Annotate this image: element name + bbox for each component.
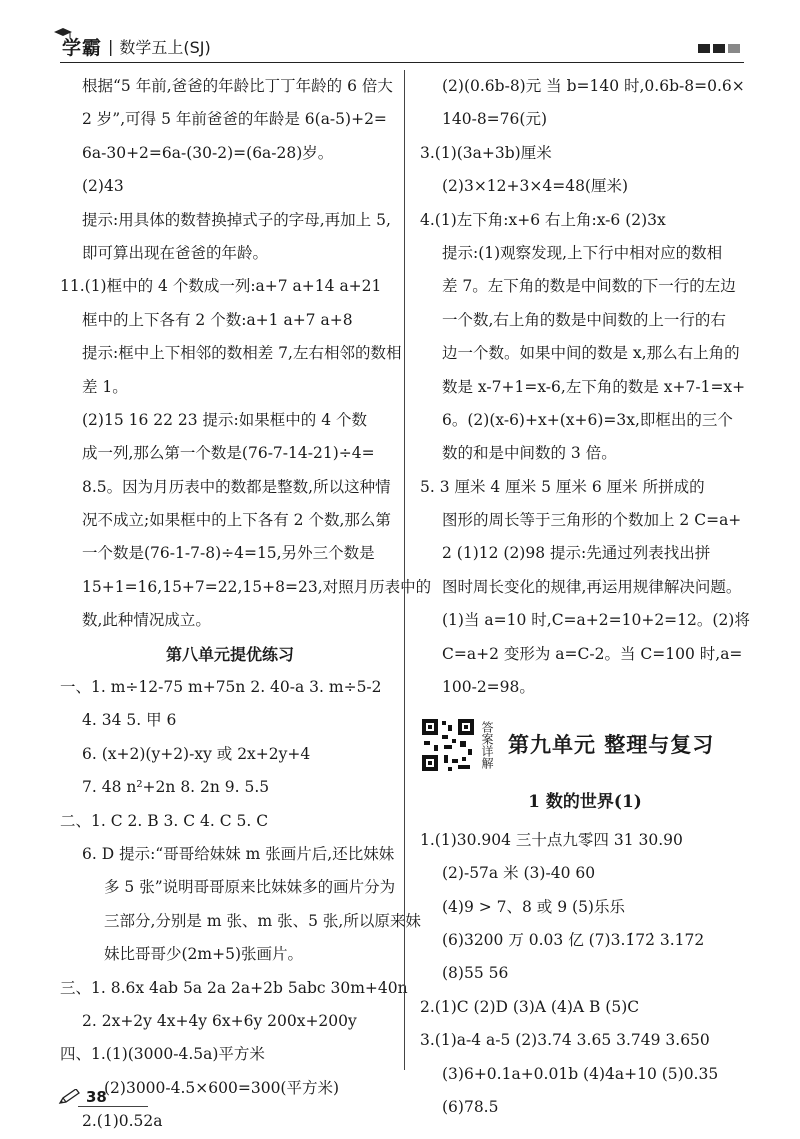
- answer-line: 一个数是(76-1-7-8)÷4=15,另外三个数是: [82, 544, 375, 563]
- brand-logo: [62, 32, 211, 60]
- answer-line: (2)-57a 米 (3)-40 60: [442, 864, 596, 883]
- left-column: [60, 70, 432, 1139]
- answer-line: 7. 48 n²+2n 8. 2n 9. 5.5: [82, 778, 270, 797]
- answer-line: 一、1. m÷12-75 m+75n 2. 40-a 3. m÷5-2: [60, 678, 382, 697]
- graduation-cap-icon: [54, 28, 72, 38]
- column-divider: [404, 70, 405, 1070]
- answer-line: C=a+2 变形为 a=C-2。当 C=100 时,a=: [442, 644, 743, 663]
- qr-caption: 答案详解: [480, 721, 494, 770]
- answer-line: (3)6+0.1a+0.01b (4)4a+10 (5)0.35: [442, 1064, 719, 1083]
- answer-line: 6. (x+2)(y+2)-xy 或 2x+2y+4: [82, 744, 311, 763]
- answer-line: 3.(1)(3a+3b)厘米: [420, 143, 552, 162]
- answer-line: (2)(0.6b-8)元 当 b=140 时,0.6b-8=0.6×: [442, 77, 745, 95]
- answer-line: 6a-30+2=6a-(30-2)=(6a-28)岁。: [82, 143, 334, 162]
- unit-heading: [420, 710, 750, 780]
- qr-code-icon: [420, 717, 476, 773]
- right-column: [420, 70, 750, 1124]
- header-separator: |: [108, 36, 114, 56]
- answer-line: 数的和是中间数的 3 倍。: [442, 444, 617, 463]
- answer-line: 2 (1)12 (2)98 提示:先通过列表找出拼: [442, 544, 711, 563]
- answer-line: (6)3200 万 0.03 亿 (7)3.1̇72̇ 3.172: [442, 931, 705, 949]
- answer-line: 妹比哥哥少(2m+5)张画片。: [104, 945, 304, 964]
- page-number: 38: [86, 1088, 107, 1106]
- answer-line: 6。(2)(x-6)+x+(x+6)=3x,即框出的三个: [442, 410, 733, 429]
- answer-line: (1)当 a=10 时,C=a+2=10+2=12。(2)将: [442, 611, 750, 630]
- answer-line: 11.(1)框中的 4 个数成一列:a+7 a+14 a+21: [60, 277, 382, 296]
- answer-line: 4. 34 5. 甲 6: [82, 711, 177, 730]
- answer-line: 框中的上下各有 2 个数:a+1 a+7 a+8: [82, 310, 353, 329]
- header-rule: [60, 62, 744, 63]
- unit-title: 第九单元 整理与复习: [508, 732, 715, 757]
- answer-line: (2)43: [82, 177, 124, 196]
- answer-line: 根据“5 年前,爸爸的年龄比丁丁年龄的 6 倍大: [82, 77, 393, 95]
- right-column-answers-top: [420, 70, 750, 704]
- answer-line: 6. D 提示:“哥哥给妹妹 m 张画片后,还比妹妹: [82, 844, 395, 863]
- answer-line: 差 7。左下角的数是中间数的下一行的左边: [442, 277, 736, 296]
- answer-line: (6)78.5: [442, 1097, 499, 1116]
- right-column-answers-bottom: [420, 824, 750, 1125]
- answer-line: 二、1. C 2. B 3. C 4. C 5. C: [60, 811, 269, 830]
- answer-line: 三、1. 8.6x 4ab 5a 2a 2a+2b 5abc 30m+40n: [60, 978, 408, 997]
- answer-line: 边一个数。如果中间的数是 x,那么右上角的: [442, 344, 740, 363]
- answer-line: 数,此种情况成立。: [82, 611, 211, 630]
- answer-line: (2)3×12+3×4=48(厘米): [442, 177, 629, 196]
- answer-line: (4)9 > 7、8 或 9 (5)乐乐: [442, 897, 625, 916]
- answer-line: 8.5。因为月历表中的数都是整数,所以这种情: [82, 477, 391, 496]
- answer-line: 图形的周长等于三角形的个数加上 2 C=a+: [442, 511, 742, 530]
- answer-line: 1.(1)30.904 三十点九零四 31 30.90: [420, 830, 683, 849]
- answer-line: 4.(1)左下角:x+6 右上角:x-6 (2)3x: [420, 210, 666, 229]
- answer-line: 提示:用具体的数替换掉式子的字母,再加上 5,: [82, 210, 391, 229]
- answer-line: 三部分,分别是 m 张、m 张、5 张,所以原来妹: [104, 911, 421, 930]
- answer-line: 5. 3 厘米 4 厘米 5 厘米 6 厘米 所拼成的: [420, 477, 705, 496]
- answer-line: 成一列,那么第一个数是(76-7-14-21)÷4=: [82, 444, 375, 463]
- answer-line: 2.(1)0.52a: [82, 1112, 163, 1131]
- page-header: [0, 28, 800, 64]
- brand-name: 学霸: [62, 36, 103, 59]
- answer-line: 况不成立;如果框中的上下各有 2 个数,那么第: [82, 511, 391, 530]
- answer-line: (2)15 16 22 23 提示:如果框中的 4 个数: [82, 410, 367, 429]
- subsection-title: 1 数的世界(1): [528, 792, 642, 813]
- header-decoration: [698, 44, 740, 53]
- footer-rule: [78, 1106, 148, 1107]
- answer-line: 140-8=76(元): [442, 110, 547, 129]
- answer-line: 2. 2x+2y 4x+4y 6x+6y 200x+200y: [82, 1011, 357, 1030]
- answer-line: 15+1=16,15+7=22,15+8=23,对照月历表中的: [82, 577, 432, 596]
- book-title: 数学五上(SJ): [119, 37, 211, 57]
- answer-line: 一个数,右上角的数是中间数的上一行的右: [442, 310, 726, 329]
- answer-line: 四、1.(1)(3000-4.5a)平方米: [60, 1045, 265, 1064]
- answer-line: (2)3000-4.5×600=300(平方米): [104, 1078, 340, 1097]
- pencil-icon: [58, 1089, 80, 1105]
- answer-line: 图时周长变化的规律,再运用规律解决问题。: [442, 577, 742, 596]
- answer-line: 数是 x-7+1=x-6,左下角的数是 x+7-1=x+: [442, 377, 746, 396]
- answer-line: 2.(1)C (2)D (3)A (4)A B (5)C: [420, 997, 640, 1016]
- answer-line: 差 1。: [82, 377, 128, 396]
- answer-line: (8)55 56: [442, 964, 509, 983]
- answer-line: 2 岁”,可得 5 年前爸爸的年龄是 6(a-5)+2=: [82, 110, 387, 129]
- answer-line: 100-2=98。: [442, 678, 535, 697]
- answer-line: 多 5 张”说明哥哥原来比妹妹多的画片分为: [104, 878, 396, 897]
- answer-line: 提示:框中上下相邻的数相差 7,左右相邻的数相: [82, 344, 402, 363]
- answer-line: 即可算出现在爸爸的年龄。: [82, 243, 269, 262]
- answer-line: 提示:(1)观察发现,上下行中相对应的数相: [442, 243, 723, 262]
- section-title: 第八单元提优练习: [165, 644, 294, 664]
- page-footer: [58, 1088, 107, 1106]
- answer-line: 3.(1)a-4 a-5 (2)3.74 3.65 3.749 3.650: [420, 1031, 710, 1050]
